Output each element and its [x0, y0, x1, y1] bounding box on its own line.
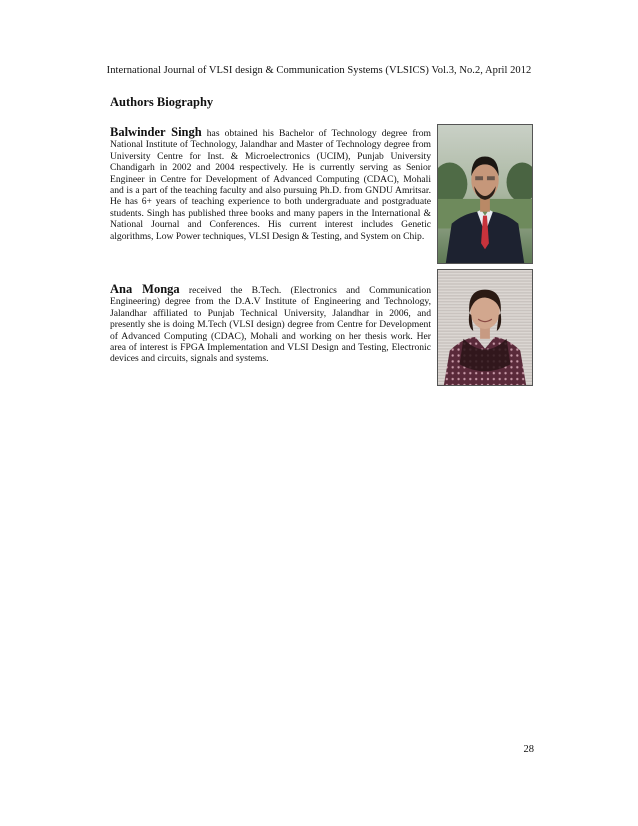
author-bio-text: has obtained his Bachelor of Technology degree from National Institute of Technology, Jalandhar and Master of Technology degree from University Centre for Inst. & Microelectronics (UCIM), Punjab University Chandigarh in 2002 and 2004 respectively. He is currently serving as Senior Engineer in Centre for Development of Advanced Computing (CDAC), Mohali and is a part of the teaching faculty and also pursuing Ph.D. from GNDU Amritsar. He has 6+ years of teaching experience to both undergraduate and postgraduate students. Singh has published three books and many papers in the International & National Journal and Conferences. His current interest includes Genetic algorithms, Low Power techniques, VLSI Design & Testing, and System on Chip.: [110, 128, 431, 242]
running-header: International Journal of VLSI design & Communication Systems (VLSICS) Vol.3, No.2, April 2012: [106, 65, 532, 76]
author-name: Balwinder Singh: [110, 125, 202, 139]
author-name: Ana Monga: [110, 282, 180, 296]
author-photo-ana-monga: [437, 269, 533, 386]
page-number: 28: [523, 744, 534, 755]
section-heading: Authors Biography: [110, 95, 214, 109]
author-bio-text: received the B.Tech. (Electronics and Communication Engineering) degree from the D.A.V Institute of Engineering and Technology, Jalandhar affiliated to Punjab Technical University, Jalandhar in 2006, and presently she is doing M.Tech (VLSI design) degree from Centre for Development of Advanced Computing (CDAC), Mohali and working on her thesis work. Her area of interest is FPGA Implementation and VLSI Design and Testing, Electronic devices and circuits, signals and systems.: [110, 285, 431, 365]
author-bio-balwinder-singh: [110, 127, 431, 242]
author-bio-ana-monga: [110, 284, 431, 365]
author-photo-balwinder-singh: [437, 124, 533, 264]
